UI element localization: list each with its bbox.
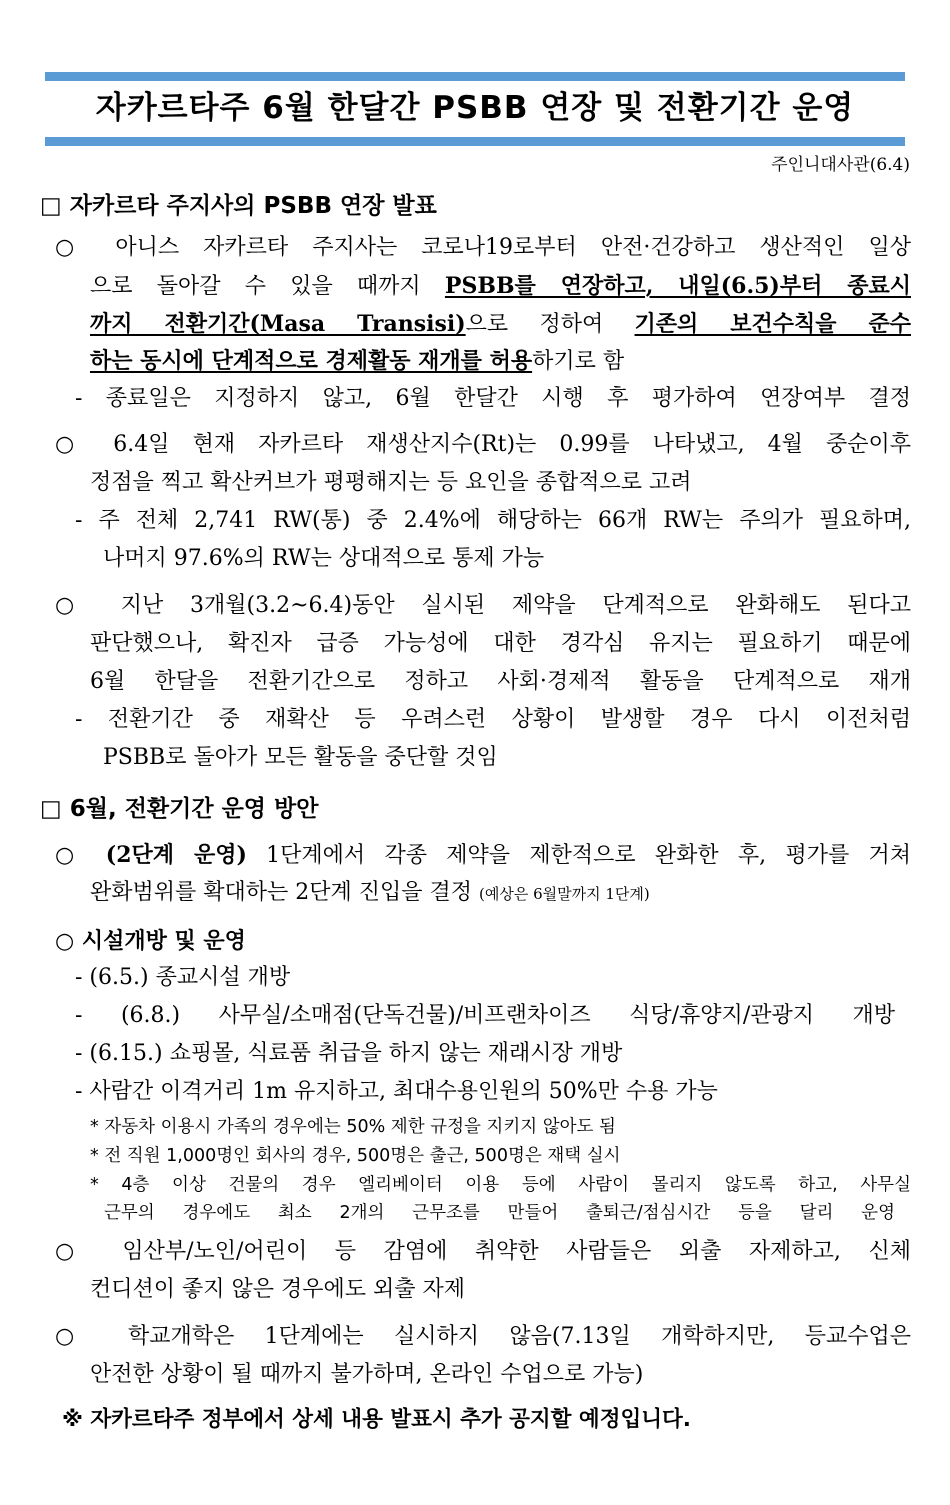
s2-p3-line-1: ○ 임산부/노인/어린이 등 감염에 취약한 사람들은 외출 자제하고, 신체 [55, 1239, 911, 1264]
s1-p1-line-4-plain: 하기로 함 [532, 349, 625, 374]
s1-p1-line-1: ○ 아니스 자카르타 주지사는 코로나19로부터 안전·건강하고 생산적인 일상 [55, 235, 911, 260]
source-label: 주인니대사관(6.4) [771, 155, 910, 175]
title-bottom-rule [45, 137, 905, 146]
footer-note: ※ 자카르타주 정부에서 상세 내용 발표시 추가 공지할 예정입니다. [62, 1407, 691, 1432]
s1-p1-dash-1: - 종료일은 지정하지 않고, 6월 한달간 시행 후 평가하여 연장여부 결정 [75, 386, 911, 411]
s2-p4-line-2: 안전한 상황이 될 때까지 불가하며, 온라인 수업으로 가능) [90, 1362, 644, 1387]
s2-p1-bold: (2단계 운영) [105, 842, 247, 868]
s1-p1-line-4-bold: 하는 동시에 단계적으로 경제활동 재개를 허용 [90, 348, 533, 374]
s2-p2-note-4: 근무의 경우에도 최소 2개의 근무조를 만들어 출퇴근/점심시간 등을 달리 운영 [104, 1203, 895, 1223]
s1-p1-line-3 [90, 307, 911, 342]
s1-p3-line-3: 6월 한달을 전환기간으로 정하고 사회·경제적 활동을 단계적으로 재개 [90, 669, 911, 694]
s1-p1-line-4 [90, 344, 624, 379]
s2-p2-dash-1: - (6.5.) 종교시설 개방 [75, 965, 291, 990]
s1-p3-line-2: 판단했으나, 확진자 급증 가능성에 대한 경각심 유지는 필요하기 때문에 [90, 631, 911, 656]
s1-p2-dash-1: - 주 전체 2,741 RW(통) 중 2.4%에 해당하는 66개 RW는 주의가 필요하며, [75, 508, 911, 533]
s1-p2-line-1: ○ 6.4일 현재 자카르타 재생산지수(Rt)는 0.99를 나타냈고, 4월 중순이후 [55, 432, 911, 457]
s2-p4-line-1: ○ 학교개학은 1단계에는 실시하지 않음(7.13일 개학하지만, 등교수업은 [55, 1324, 911, 1349]
s2-p2-note-2: * 전 직원 1,000명인 회사의 경우, 500명은 출근, 500명은 재택 실시 [90, 1146, 621, 1166]
s2-p2-heading: ○ 시설개방 및 운영 [55, 928, 246, 954]
s1-p3-line-1: ○ 지난 3개월(3.2~6.4)동안 실시된 제약을 단계적으로 완화해도 된다고 [55, 593, 911, 618]
s2-p2-dash-4: - 사람간 이격거리 1m 유지하고, 최대수용인원의 50%만 수용 가능 [75, 1079, 718, 1104]
s2-p1-line-2-text: 완화범위를 확대하는 2단계 진입을 결정 [90, 880, 479, 905]
s2-p1-circle: ○ [55, 843, 106, 868]
s1-p1-line-3-bold: 까지 전환기간(Masa Transisi) [90, 311, 466, 337]
title-top-rule [45, 72, 905, 81]
s2-p2-note-3: * 4층 이상 건물의 경우 엘리베이터 이용 등에 사람이 몰리지 않도록 하고, 사무실 [90, 1175, 911, 1195]
s2-p1-line-2-small: (예상은 6월말까지 1단계) [479, 885, 650, 903]
section-1-heading: □ 자카르타 주지사의 PSBB 연장 발표 [40, 193, 437, 219]
s1-p1-line-2-plain: 으로 돌아갈 수 있을 때까지 [90, 274, 445, 299]
s1-p1-line-2-bold: PSBB를 연장하고, 내일(6.5)부터 종료시 [444, 273, 911, 299]
s1-p2-line-2: 정점을 찍고 확산커브가 평평해지는 등 요인을 종합적으로 고려 [90, 470, 692, 495]
s1-p3-dash-1: - 전환기간 중 재확산 등 우려스런 상황이 발생할 경우 다시 이전처럼 [75, 707, 911, 732]
s1-p1-line-2 [90, 269, 911, 304]
section-2-heading: □ 6월, 전환기간 운영 방안 [40, 796, 319, 822]
s1-p3-dash-2: PSBB로 돌아가 모든 활동을 중단할 것임 [103, 745, 498, 770]
s2-p2-note-1: * 자동차 이용시 가족의 경우에는 50% 제한 규정을 지키지 않아도 됨 [90, 1117, 616, 1137]
s2-p1-line-2 [90, 876, 650, 911]
s1-p1-line-3-bold-2: 기존의 보건수칙을 준수 [634, 311, 912, 337]
s1-p1-line-3-plain: 으로 정하여 [465, 312, 635, 337]
s2-p1-line-1-rest: 1단계에서 각종 제약을 제한적으로 완화한 후, 평가를 거쳐 [246, 843, 911, 868]
document-title: 자카르타주 6월 한달간 PSBB 연장 및 전환기간 운영 [95, 90, 855, 126]
s2-p1-line-1 [55, 838, 911, 873]
s1-p2-dash-2: 나머지 97.6%의 RW는 상대적으로 통제 가능 [103, 546, 545, 571]
s2-p2-dash-3: - (6.15.) 쇼핑몰, 식료품 취급을 하지 않는 재래시장 개방 [75, 1041, 623, 1066]
s2-p2-dash-2: - (6.8.) 사무실/소매점(단독건물)/비프랜차이즈 식당/휴양지/관광지 개방 [75, 1003, 895, 1028]
s2-p3-line-2: 컨디션이 좋지 않은 경우에도 외출 자제 [90, 1277, 465, 1302]
